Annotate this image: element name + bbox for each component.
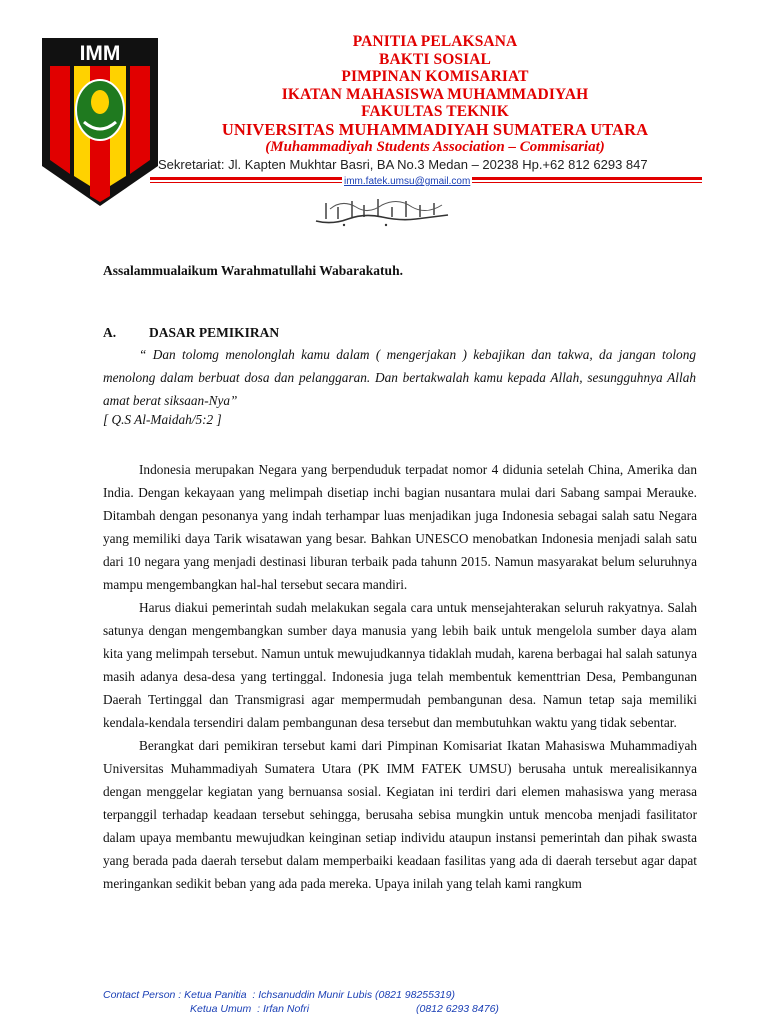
president-phone: (0812 6293 8476) — [416, 1003, 499, 1015]
section-heading — [103, 325, 279, 341]
header-line-faculty: FAKULTAS TEKNIK — [361, 103, 509, 121]
header-line-event: BAKTI SOSIAL — [379, 50, 491, 68]
paragraph: Berangkat dari pemikiran tersebut kami dari Pimpinan Komisariat Ikatan Mahasiswa Muhammadiyah Universitas Muhammadiyah Sumatera Utara (PK IMM FATEK UMSU) berusaha untuk merealisikannya dengan menggelar kegiatan yang bernuansa sosial. Kegiatan ini terdiri dari elemen mahasiswa yang merasa terpanggil terhadap keadaan tersebut sehingga, berusaha sebisa mungkin untuk mencoba menjadi fasilitator dalam upaya membantu mewujudkan keinginan setiap individu ataupun instansi pemerintah dan pihak swasta yang berada pada daerah tersebut dalam memperbaiki keadaan fasilitas yang ada di daerah tersebut agar dapat meringankan sedikit beban yang ada pada mereka. Upaya inilah yang telah kami rangkum — [103, 738, 697, 891]
email-link[interactable]: imm.fatek.umsu@gmail.com — [344, 176, 471, 187]
bismillah-calligraphy — [312, 195, 452, 229]
body-paragraphs — [103, 458, 697, 895]
greeting: Assalammualaikum Warahmatullahi Wabarakatuh. — [103, 263, 403, 278]
president-label: Ketua Umum : Irfan Nofri — [190, 1003, 310, 1015]
quote-reference: [ Q.S Al-Maidah/5:2 ] — [103, 412, 222, 427]
secretariat-address: Sekretariat: Jl. Kapten Mukhtar Basri, BA No.3 Medan – 20238 Hp.+62 812 6293 847 — [158, 157, 648, 172]
letterhead-title-block — [150, 33, 720, 156]
header-line-organization: IKATAN MAHASISWA MUHAMMADIYAH — [281, 85, 589, 103]
header-subtitle: (Muhammadiyah Students Association – Commisariat) — [265, 138, 605, 155]
section-title: DASAR PEMIKIRAN — [149, 325, 280, 340]
header-line-university: UNIVERSITAS MUHAMMADIYAH SUMATERA UTARA — [221, 119, 649, 139]
contact-row-president — [103, 1002, 603, 1016]
header-line-commissariat: PIMPINAN KOMISARIAT — [341, 68, 529, 86]
quran-quote: “ Dan tolomg menolonglah kamu dalam ( mengerjakan ) kebajikan dan takwa, da jangan tolong menolong dalam berbuat dosa dan pelanggaran. Dan bertakwalah kamu kepada Allah, sesungguhnya Allah amat berat siksaan-Nya” — [103, 347, 696, 408]
paragraph: Indonesia merupakan Negara yang berpenduduk terpadat nomor 4 didunia setelah China, Amerika dan India. Dengan kekayaan yang melimpah disetiap inchi bagian nusantara mulai dari Sabang sampai Merauke. Ditambah dengan pesonanya yang indah terhampar luas menjadikan juga Indonesia sebagai salah satu Negara yang memiliki daya Tarik wisatawan yang besar. Bahkan UNESCO menobatkan Indonesia menjadi salah satu dari 10 negara yang menjadi destinasi liburan terbaik pada tahunn 2015. Namun masyarakat belum seluruhnya mampu mengembangkan hal-hal tersebut secara mandiri. — [103, 462, 697, 592]
contact-footer — [103, 988, 603, 1016]
paragraph: Harus diakui pemerintah sudah melakukan segala cara untuk mensejahterakan seluruh rakyatnya. Salah satunya dengan mengembangkan sumber daya manusia yang lebih baik untuk mengelola sumber daya alam kita yang melimpah tersebut. Namun untuk mewujudkannya tidaklah mudah, karena berbagai hal salah satunya masih adanya desa-desa yang tertinggal. Indonesia juga telah membentuk kementtrian Desa, Pembangunan Daerah Tertinggal dan Transmigrasi agar mempermudah pembangunan desa. Namun tetap saja memiliki kendala-kendala tersendiri dalam pembangunan desa tersebut dan membutuhkan waktu yang tidak sebentar. — [103, 600, 697, 730]
header-line-committee: PANITIA PELAKSANA — [352, 33, 518, 50]
contact-row-chair: Contact Person : Ketua Panitia : Ichsanuddin Munir Lubis (0821 98255319) — [103, 989, 455, 1001]
section-number: A. — [103, 325, 117, 340]
logo-text: IMM — [79, 42, 121, 65]
